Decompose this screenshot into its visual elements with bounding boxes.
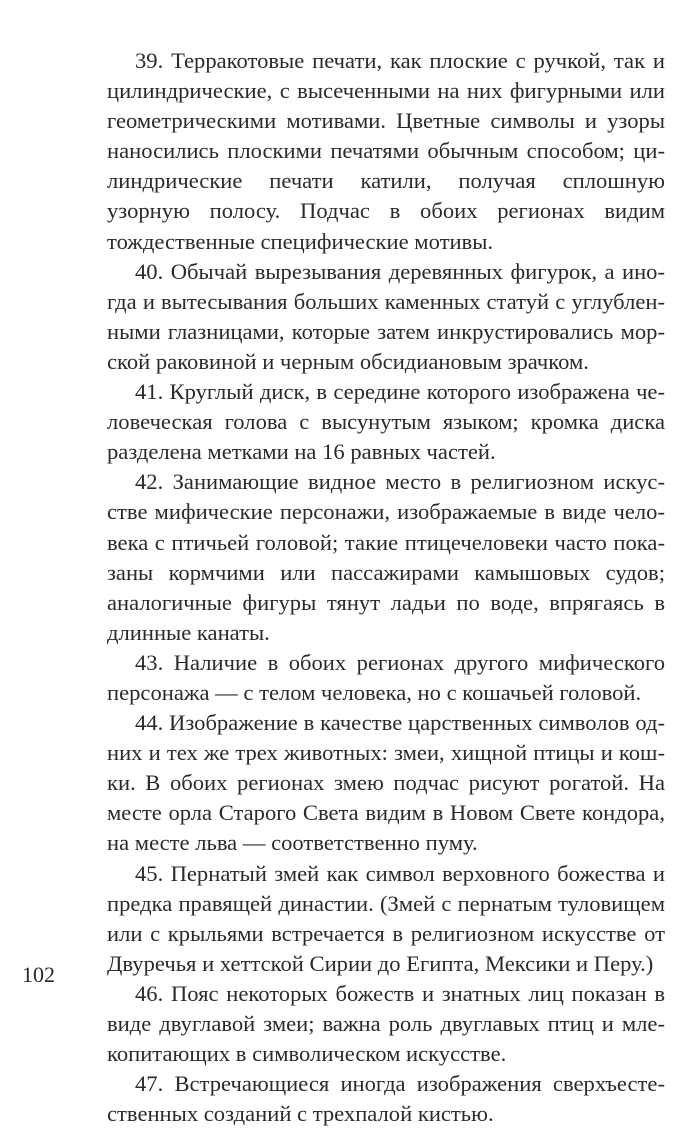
paragraph-40: 40. Обычай вырезывания деревянных фигурок, а иногда и вытесывания больших каменных статуй с углубленными глазницами, которые затем инкрустировались морской раковиной и черным обсидиановым зрачком.: [107, 258, 665, 374]
page-number: 102: [22, 962, 55, 987]
paragraph-45: 45. Пернатый змей как символ верховного божества и предка правящей династии. (Змей с пернатым туловищем или с крыльями встречается в религиозном искусстве от Двуречья и хеттской Сирии до Египта, Мексики и Перу.): [107, 860, 665, 976]
paragraph-43: 43. Наличие в обоих регионах другого мифического персонажа — с телом человека, но с кошачьей головой.: [107, 649, 665, 705]
paragraph-39: 39. Терракотовые печати, как плоские с ручкой, так и цилиндрические, с высеченными на них фигурными или геометрическими мотивами. Цветные символы и узоры наносились плоскими печатями обычным способом; цилиндрические печати катили, получая сплошную узорную полосу. Подчас в обоих регионах видим тождественные специфические мотивы.: [107, 48, 665, 254]
paragraph-47: 47. Встречающиеся иногда изображения сверхъестественных созданий с трехпалой кистью.: [107, 1071, 665, 1127]
paragraph-42: 42. Занимающие видное место в религиозном искусстве мифические персонажи, изображаемые в виде человека с птичьей головой; такие птицечеловеки часто показаны кормчими или пассажирами камышовых судов; аналогичные фигуры тянут ладьи по воде, впрягаясь в длинные канаты.: [107, 469, 665, 645]
paragraph-46: 46. Пояс некоторых божеств и знатных лиц показан в виде двуглавой змеи; важна роль двуглавых птиц и млекопитающих в символическом искусстве.: [107, 980, 665, 1067]
page-body-text: [107, 46, 665, 1129]
paragraph-44: 44. Изображение в качестве царственных символов одних и тех же трех животных: змеи, хищной птицы и кошки. В обоих регионах змею подчас рисуют рогатой. На месте орла Старого Света видим в Новом Свете кондора, на месте льва — соответственно пуму.: [107, 710, 665, 856]
paragraph-41: 41. Круглый диск, в середине которого изображена человеческая голова с высунутым языком; кромка диска разделена метками на 16 равных частей.: [107, 379, 665, 465]
